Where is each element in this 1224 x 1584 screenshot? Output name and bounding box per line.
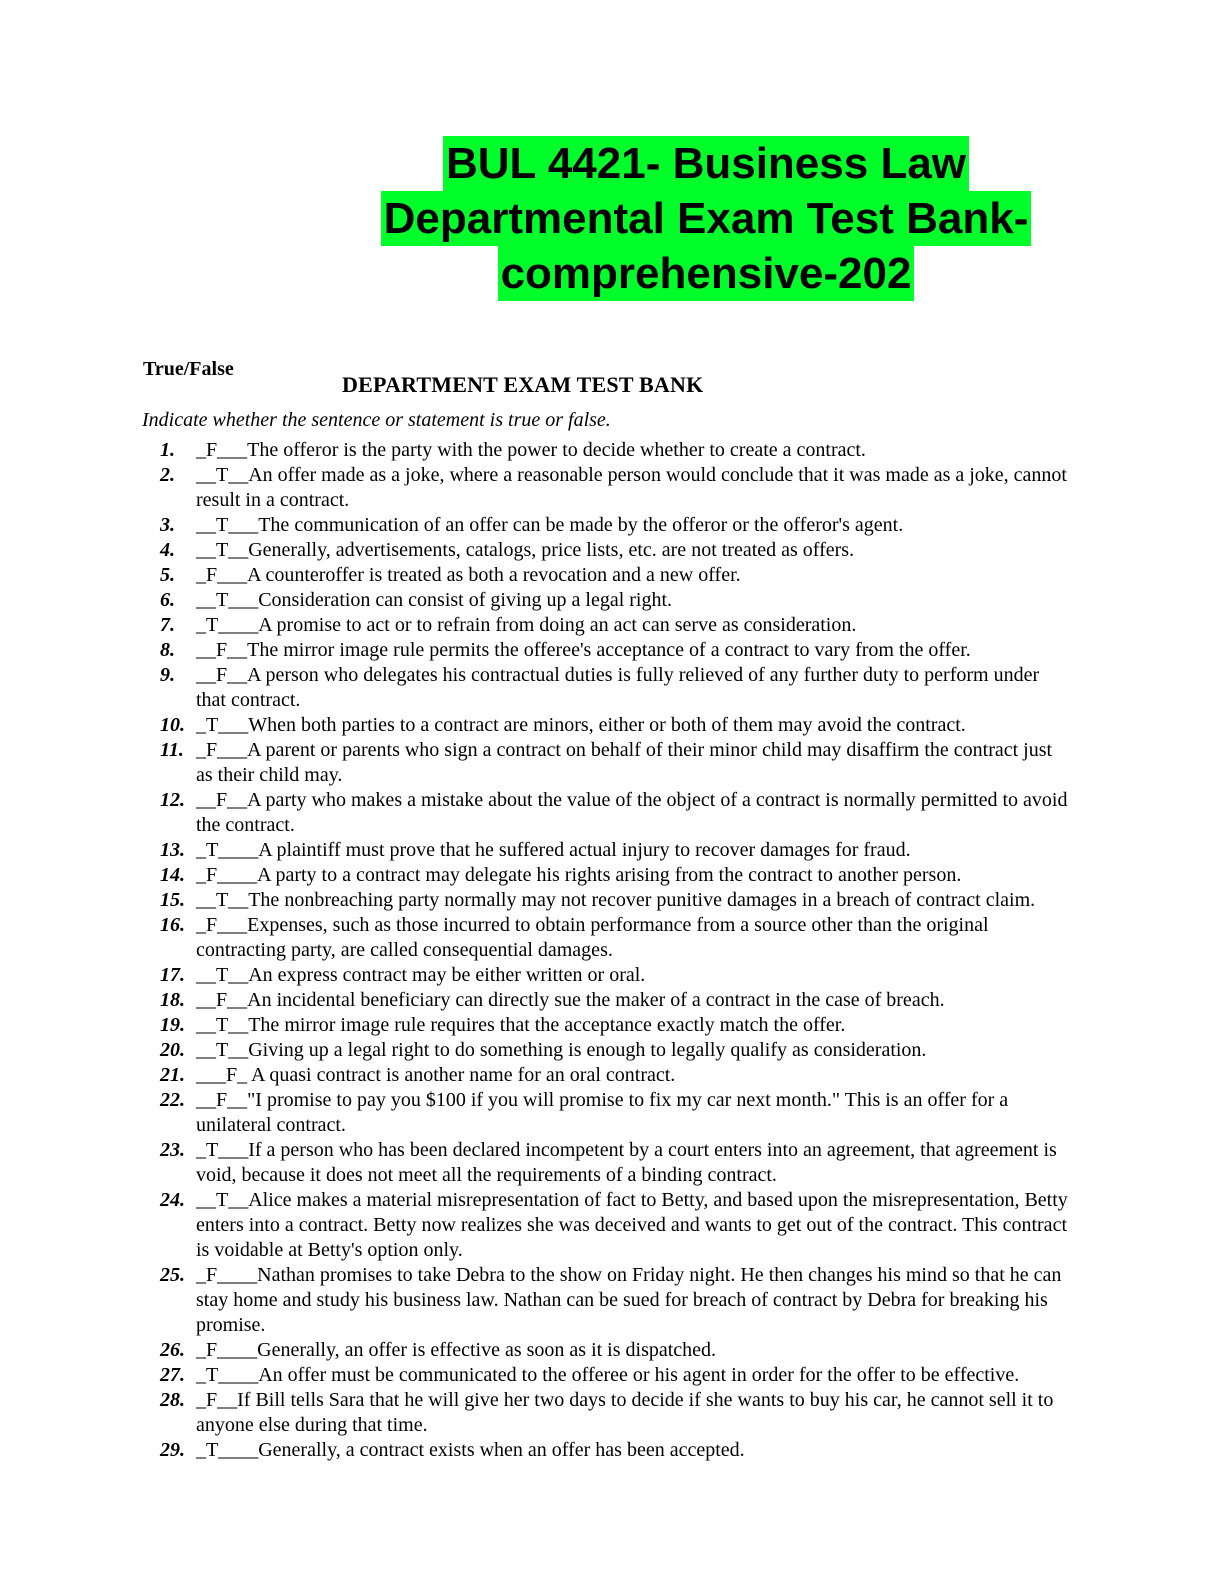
- question-item: [160, 613, 1070, 638]
- question-number: 4.: [160, 539, 175, 561]
- question-item: [160, 538, 1070, 563]
- document-title: [300, 136, 1112, 301]
- answer-blank: __T___: [196, 589, 259, 611]
- question-number: 28.: [160, 1389, 185, 1411]
- question-item: [160, 638, 1070, 663]
- question-text: "I promise to pay you $100 if you will promise to fix my car next month." This is an offer for a unilateral contract.: [196, 1089, 1009, 1136]
- question-body: [196, 1013, 1070, 1038]
- question-item: [160, 1388, 1070, 1438]
- question-body: [196, 538, 1070, 563]
- question-number: 2.: [160, 464, 175, 486]
- question-number: 6.: [160, 589, 175, 611]
- question-text: If a person who has been declared incompetent by a court enters into an agreement, that agreement is void, because it does not meet all the requirements of a binding contract.: [196, 1139, 1057, 1186]
- question-text: Consideration can consist of giving up a legal right.: [258, 589, 673, 611]
- question-number: 19.: [160, 1014, 185, 1036]
- title-line: Departmental Exam Test Bank-: [381, 191, 1032, 246]
- question-item: [160, 738, 1070, 788]
- question-text: The offeror is the party with the power to decide whether to create a contract.: [247, 439, 866, 461]
- question-number: 10.: [160, 714, 185, 736]
- answer-blank: _T____: [196, 1439, 259, 1461]
- answer-blank: __F__: [196, 639, 248, 661]
- question-item: [160, 863, 1070, 888]
- answer-blank: _T____: [196, 1364, 259, 1386]
- question-body: [196, 1263, 1070, 1338]
- question-text: The communication of an offer can be made by the offeror or the offeror's agent.: [258, 514, 904, 536]
- question-item: [160, 1038, 1070, 1063]
- question-number: 11.: [160, 739, 184, 761]
- question-item: [160, 713, 1070, 738]
- question-text: A quasi contract is another name for an oral contract.: [251, 1064, 676, 1086]
- question-body: [196, 1438, 1070, 1463]
- answer-blank: _F__: [196, 1389, 238, 1411]
- answer-blank: __T__: [196, 889, 249, 911]
- section-label: True/False: [143, 358, 234, 380]
- question-item: [160, 1363, 1070, 1388]
- answer-blank: ___F_: [196, 1064, 252, 1086]
- answer-blank: __T___: [196, 514, 259, 536]
- question-item: [160, 913, 1070, 963]
- question-body: [196, 1088, 1070, 1138]
- question-number: 24.: [160, 1189, 185, 1211]
- question-number: 8.: [160, 639, 175, 661]
- question-item: [160, 1338, 1070, 1363]
- question-number: 18.: [160, 989, 185, 1011]
- question-body: [196, 888, 1070, 913]
- answer-blank: _F___: [196, 914, 248, 936]
- question-text: A party to a contract may delegate his rights arising from the contract to another person.: [257, 864, 962, 886]
- question-item: [160, 463, 1070, 513]
- question-text: Generally, a contract exists when an offer has been accepted.: [258, 1439, 745, 1461]
- question-text: Expenses, such as those incurred to obtain performance from a source other than the original contracting party, are called consequential damages.: [196, 914, 989, 961]
- question-body: [196, 788, 1070, 838]
- question-number: 22.: [160, 1089, 185, 1111]
- question-text: A party who makes a mistake about the value of the object of a contract is normally permitted to avoid the contract.: [196, 789, 1068, 836]
- question-number: 21.: [160, 1064, 185, 1086]
- question-item: [160, 1263, 1070, 1338]
- answer-blank: _T____: [196, 839, 259, 861]
- question-text: Generally, advertisements, catalogs, price lists, etc. are not treated as offers.: [248, 539, 855, 561]
- question-text: A counteroffer is treated as both a revocation and a new offer.: [247, 564, 741, 586]
- answer-blank: _F___: [196, 564, 248, 586]
- question-item: [160, 888, 1070, 913]
- answer-blank: __F__: [196, 789, 248, 811]
- question-text: A promise to act or to refrain from doing an act can serve as consideration.: [258, 614, 857, 636]
- question-number: 23.: [160, 1139, 185, 1161]
- question-body: [196, 1063, 1070, 1088]
- answer-blank: _F____: [196, 1264, 258, 1286]
- question-item: [160, 1063, 1070, 1088]
- question-text: An offer must be communicated to the offeree or his agent in order for the offer to be effective.: [258, 1364, 1020, 1386]
- question-text: An incidental beneficiary can directly sue the maker of a contract in the case of breach.: [247, 989, 945, 1011]
- answer-blank: __T__: [196, 1039, 249, 1061]
- answer-blank: __T__: [196, 464, 249, 486]
- question-body: [196, 438, 1070, 463]
- answer-blank: _F___: [196, 739, 248, 761]
- question-body: [196, 638, 1070, 663]
- question-item: [160, 588, 1070, 613]
- answer-blank: __T__: [196, 539, 249, 561]
- answer-blank: __F__: [196, 664, 248, 686]
- answer-blank: _F___: [196, 439, 248, 461]
- question-body: [196, 913, 1070, 963]
- question-number: 25.: [160, 1264, 185, 1286]
- answer-blank: _T____: [196, 614, 259, 636]
- question-body: [196, 1363, 1070, 1388]
- question-body: [196, 463, 1070, 513]
- answer-blank: _F____: [196, 1339, 258, 1361]
- question-text: A plaintiff must prove that he suffered actual injury to recover damages for fraud.: [258, 839, 911, 861]
- question-body: [196, 838, 1070, 863]
- question-body: [196, 513, 1070, 538]
- question-body: [196, 863, 1070, 888]
- question-number: 13.: [160, 839, 185, 861]
- question-body: [196, 613, 1070, 638]
- answer-blank: __F__: [196, 989, 248, 1011]
- question-item: [160, 663, 1070, 713]
- question-item: [160, 988, 1070, 1013]
- question-number: 15.: [160, 889, 185, 911]
- question-item: [160, 513, 1070, 538]
- question-item: [160, 1013, 1070, 1038]
- question-item: [160, 838, 1070, 863]
- question-body: [196, 963, 1070, 988]
- question-item: [160, 1138, 1070, 1188]
- question-number: 17.: [160, 964, 185, 986]
- question-item: [160, 1188, 1070, 1263]
- answer-blank: _T___: [196, 1139, 249, 1161]
- question-item: [160, 563, 1070, 588]
- question-item: [160, 1088, 1070, 1138]
- question-number: 20.: [160, 1039, 185, 1061]
- question-item: [160, 438, 1070, 463]
- question-body: [196, 1038, 1070, 1063]
- question-number: 14.: [160, 864, 185, 886]
- question-number: 27.: [160, 1364, 185, 1386]
- title-line: comprehensive-202: [498, 246, 915, 301]
- title-line: BUL 4421- Business Law: [443, 136, 969, 191]
- question-text: Generally, an offer is effective as soon as it is dispatched.: [257, 1339, 717, 1361]
- question-body: [196, 1338, 1070, 1363]
- answer-blank: __T__: [196, 964, 249, 986]
- question-item: [160, 963, 1070, 988]
- question-number: 7.: [160, 614, 175, 636]
- page-heading: DEPARTMENT EXAM TEST BANK: [342, 372, 704, 397]
- question-number: 3.: [160, 514, 175, 536]
- question-text: When both parties to a contract are minors, either or both of them may avoid the contract.: [248, 714, 966, 736]
- question-item: [160, 788, 1070, 838]
- question-body: [196, 1388, 1070, 1438]
- answer-blank: __T__: [196, 1014, 249, 1036]
- question-body: [196, 663, 1070, 713]
- question-text: If Bill tells Sara that he will give her two days to decide if she wants to buy his car, he cannot sell it to anyone else during that time.: [196, 1389, 1054, 1436]
- question-number: 9.: [160, 664, 175, 686]
- question-body: [196, 713, 1070, 738]
- question-body: [196, 563, 1070, 588]
- answer-blank: __T__: [196, 1189, 249, 1211]
- question-text: An offer made as a joke, where a reasonable person would conclude that it was made as a joke, cannot result in a contract.: [196, 464, 1067, 511]
- answer-blank: __F__: [196, 1089, 248, 1111]
- instructions: Indicate whether the sentence or statement is true or false.: [142, 409, 611, 431]
- question-text: The mirror image rule requires that the acceptance exactly match the offer.: [248, 1014, 846, 1036]
- question-number: 16.: [160, 914, 185, 936]
- question-text: Alice makes a material misrepresentation of fact to Betty, and based upon the misrepresentation, Betty enters into a contract. Betty now realizes she was deceived and wants to get out of the contract. This contract is voidable at Betty's option only.: [196, 1189, 1068, 1261]
- question-number: 5.: [160, 564, 175, 586]
- question-text: A parent or parents who sign a contract on behalf of their minor child may disaffirm the contract just as their child may.: [196, 739, 1053, 786]
- question-body: [196, 1188, 1070, 1263]
- question-body: [196, 738, 1070, 788]
- question-body: [196, 988, 1070, 1013]
- question-text: Nathan promises to take Debra to the show on Friday night. He then changes his mind so that he can stay home and study his business law. Nathan can be sued for breach of contract by Debra for breaking his promise.: [196, 1264, 1062, 1336]
- answer-blank: _T___: [196, 714, 249, 736]
- question-number: 12.: [160, 789, 185, 811]
- question-text: Giving up a legal right to do something is enough to legally qualify as consideration.: [248, 1039, 927, 1061]
- question-text: The mirror image rule permits the offeree's acceptance of a contract to vary from the offer.: [247, 639, 971, 661]
- answer-blank: _F____: [196, 864, 258, 886]
- question-list: [160, 438, 1070, 1463]
- question-number: 26.: [160, 1339, 185, 1361]
- question-number: 29.: [160, 1439, 185, 1461]
- question-item: [160, 1438, 1070, 1463]
- question-text: An express contract may be either written or oral.: [248, 964, 646, 986]
- question-body: [196, 1138, 1070, 1188]
- question-text: A person who delegates his contractual duties is fully relieved of any further duty to perform under that contract.: [196, 664, 1040, 711]
- question-number: 1.: [160, 439, 175, 461]
- question-body: [196, 588, 1070, 613]
- question-text: The nonbreaching party normally may not recover punitive damages in a breach of contract claim.: [248, 889, 1036, 911]
